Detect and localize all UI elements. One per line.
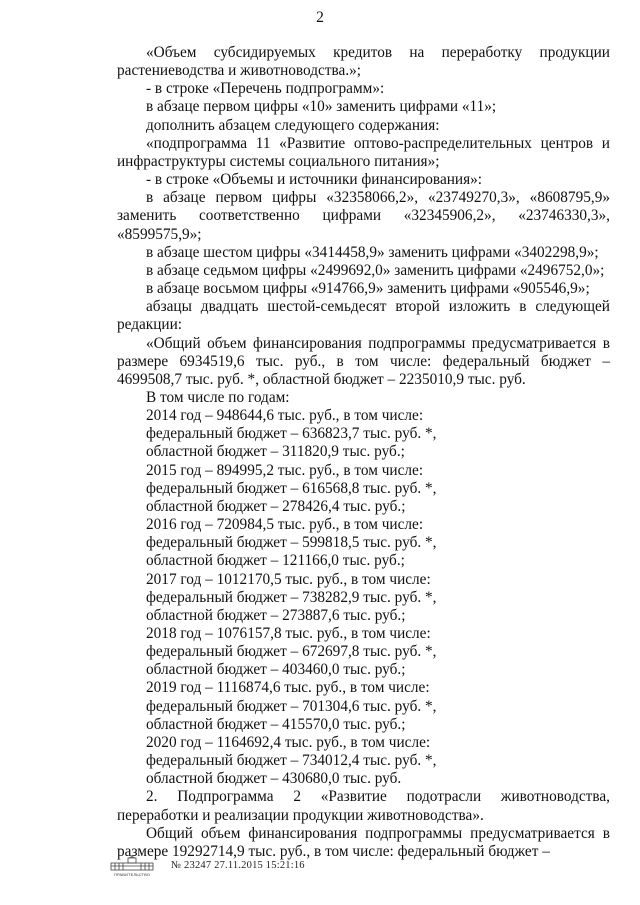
- paragraph: - в строке «Объемы и источники финансирования»:: [146, 171, 483, 189]
- regional-budget-line: областной бюджет – 273887,6 тыс. руб.;: [146, 606, 406, 624]
- federal-budget-line: федеральный бюджет – 701304,6 тыс. руб. *,: [146, 697, 437, 715]
- federal-budget-line: федеральный бюджет – 734012,4 тыс. руб. *,: [146, 752, 437, 770]
- paragraph: Общий объем финансирования подпрограммы предусматривается в размере 19292714,9 тыс. руб., в том числе: федеральный бюджет –: [117, 824, 610, 860]
- paragraph: «Объем субсидируемых кредитов на переработку продукции растениеводства и животноводства.»;: [117, 44, 610, 80]
- year-total-line: 2015 год – 894995,2 тыс. руб., в том числе:: [146, 461, 424, 479]
- regional-budget-line: областной бюджет – 311820,9 тыс. руб.;: [146, 443, 405, 461]
- year-total-line: 2016 год – 720984,5 тыс. руб., в том числе:: [146, 516, 424, 534]
- paragraph: 2. Подпрограмма 2 «Развитие подотрасли животноводства, переработки и реализации продукции животноводства».: [117, 788, 610, 824]
- regional-budget-line: областной бюджет – 415570,0 тыс. руб.;: [146, 715, 406, 733]
- page-number: 2: [316, 9, 324, 26]
- paragraph: в абзаце восьмом цифры «914766,9» заменить цифрами «905546,9»;: [146, 280, 590, 298]
- government-building-icon: [109, 854, 155, 876]
- federal-budget-line: федеральный бюджет – 738282,9 тыс. руб. *,: [146, 588, 437, 606]
- year-total-line: 2014 год – 948644,6 тыс. руб., в том числе:: [146, 407, 424, 425]
- paragraph: в абзаце шестом цифры «3414458,9» заменить цифрами «3402298,9»;: [146, 243, 599, 261]
- year-total-line: 2020 год – 1164692,4 тыс. руб., в том числе:: [146, 733, 431, 751]
- document-registration-id: № 23247 27.11.2015 15:21:16: [171, 859, 305, 871]
- regional-budget-line: областной бюджет – 121166,0 тыс. руб.;: [146, 552, 405, 570]
- federal-budget-line: федеральный бюджет – 616568,8 тыс. руб. *,: [146, 479, 437, 497]
- regional-budget-line: областной бюджет – 278426,4 тыс. руб.;: [146, 497, 406, 515]
- paragraph: в абзаце первом цифры «10» заменить цифрами «11»;: [146, 98, 497, 116]
- paragraph: в абзаце первом цифры «32358066,2», «23749270,3», «8608795,9» заменить соответственно цифрами «32345906,2», «23746330,3», «8599575,9»;: [117, 189, 610, 243]
- footer: [109, 853, 305, 877]
- regional-budget-line: областной бюджет – 403460,0 тыс. руб.;: [146, 661, 406, 679]
- federal-budget-line: федеральный бюджет – 599818,5 тыс. руб. *,: [146, 534, 437, 552]
- year-total-line: 2017 год – 1012170,5 тыс. руб., в том числе:: [146, 570, 431, 588]
- paragraph: дополнить абзацем следующего содержания:: [146, 116, 440, 134]
- paragraph: в абзаце седьмом цифры «2499692,0» заменить цифрами «2496752,0»;: [146, 261, 605, 279]
- year-total-line: 2019 год – 1116874,6 тыс. руб., в том числе:: [146, 679, 430, 697]
- paragraph: абзацы двадцать шестой-семьдесят второй изложить в следующей редакции:: [117, 298, 610, 334]
- document-body: [117, 44, 610, 861]
- year-total-line: 2018 год – 1076157,8 тыс. руб., в том числе:: [146, 625, 431, 642]
- stamp-label: ПРАВИТЕЛЬСТВО: [114, 873, 150, 877]
- paragraph: В том числе по годам:: [146, 388, 290, 406]
- federal-budget-line: федеральный бюджет – 636823,7 тыс. руб. *,: [146, 425, 437, 443]
- regional-budget-line: областной бюджет – 430680,0 тыс. руб.: [146, 770, 402, 788]
- federal-budget-line: федеральный бюджет – 672697,8 тыс. руб. *,: [146, 643, 437, 661]
- paragraph: «подпрограмма 11 «Развитие оптово-распределительных центров и инфраструктуры системы социального питания»;: [117, 134, 610, 170]
- paragraph: «Общий объем финансирования подпрограммы предусматривается в размере 6934519,6 тыс. руб., в том числе: федеральный бюджет – 4699508,7 тыс. руб. *, областной бюджет – 2235010,9 тыс. руб.: [117, 334, 610, 388]
- paragraph: - в строке «Перечень подпрограмм»:: [146, 80, 385, 98]
